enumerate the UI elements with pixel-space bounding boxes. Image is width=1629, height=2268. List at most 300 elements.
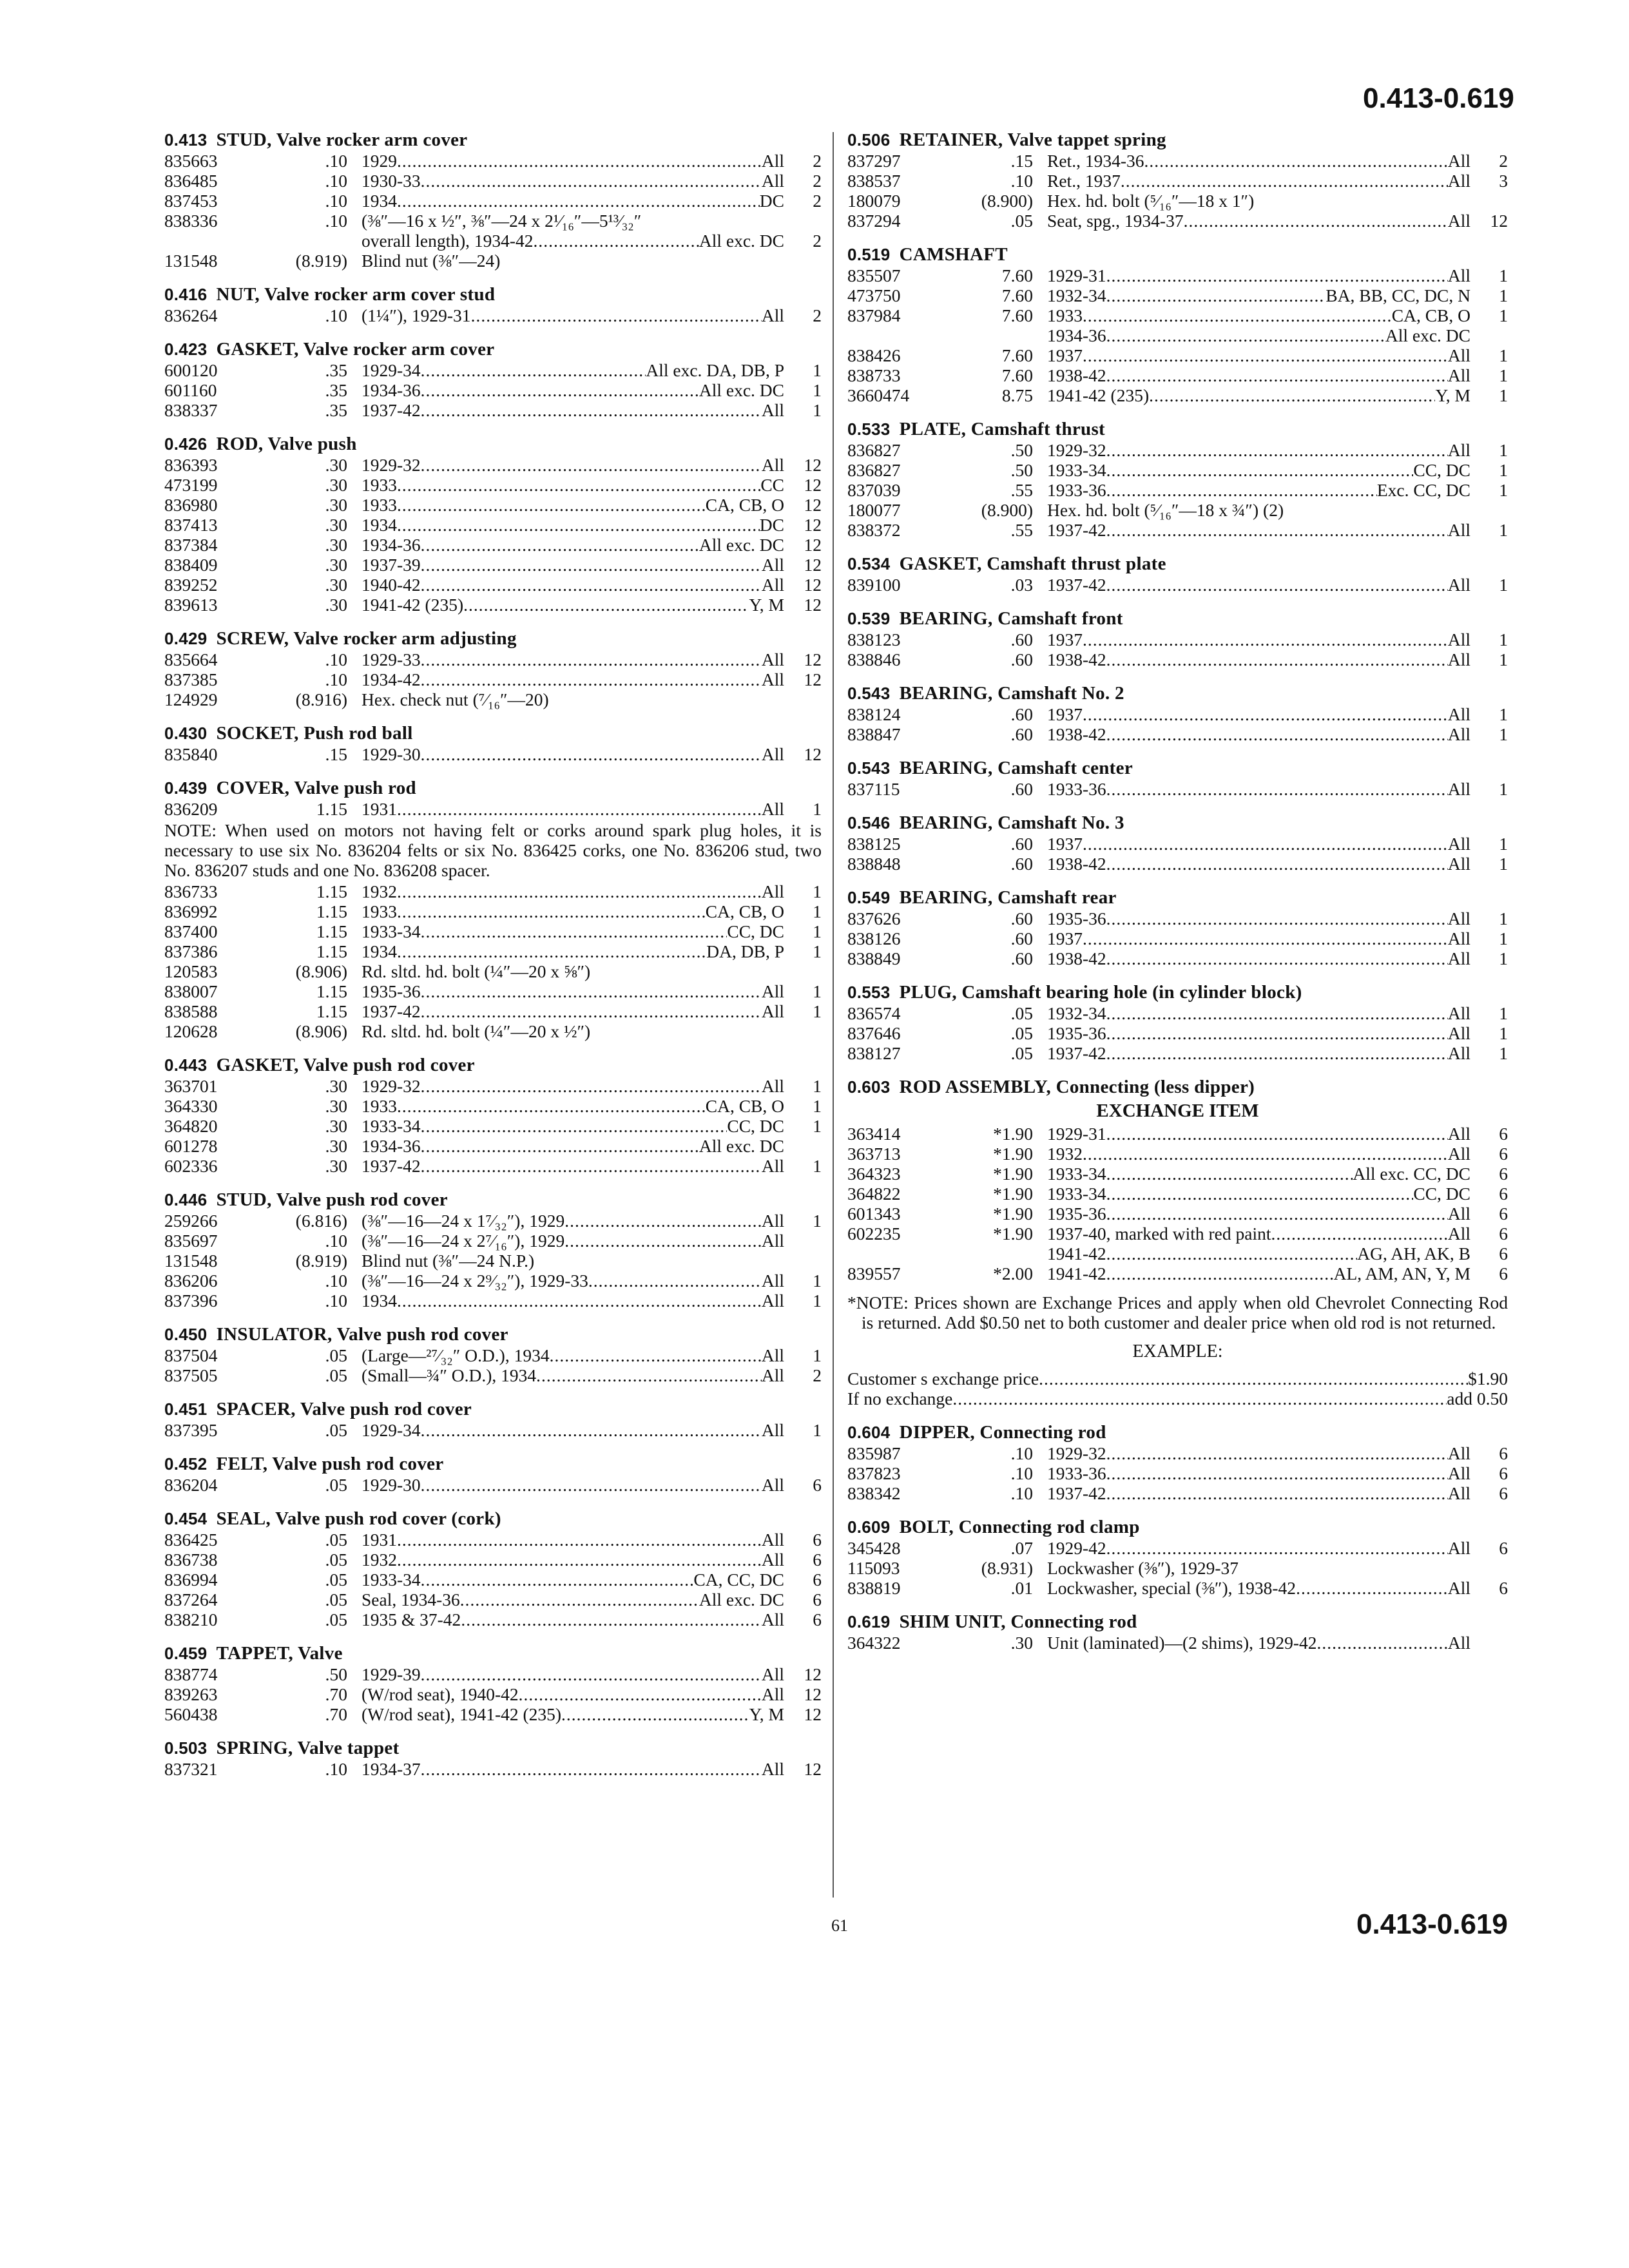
- part-price: .60: [1010, 928, 1033, 948]
- section-name: TAPPET, Valve: [216, 1643, 343, 1664]
- part-price: .10: [325, 1291, 347, 1311]
- dot-leader: [1106, 649, 1448, 669]
- model-applicability: All: [761, 1211, 784, 1231]
- part-price: .30: [325, 455, 347, 475]
- dot-leader: [1106, 1244, 1358, 1264]
- dot-leader: [460, 1590, 699, 1610]
- part-description: [1047, 151, 1470, 171]
- section-number: 0.539: [847, 609, 891, 628]
- dot-leader: [397, 191, 760, 211]
- quantity: 6: [1499, 1124, 1508, 1144]
- dot-leader: [421, 744, 762, 764]
- part-number: 838123: [847, 629, 901, 649]
- part-number: 364822: [847, 1184, 901, 1204]
- part-description: [1047, 480, 1470, 500]
- part-price: .05: [325, 1570, 347, 1590]
- dot-leader: [421, 1759, 762, 1779]
- part-row: [164, 575, 822, 595]
- section-title: [164, 338, 822, 360]
- part-row: [847, 1043, 1508, 1063]
- section-number: 0.423: [164, 340, 207, 359]
- description-text: 1929-32: [361, 1076, 421, 1096]
- part-number: 835663: [164, 151, 218, 171]
- section-title: [847, 1611, 1508, 1633]
- quantity: [1470, 191, 1508, 211]
- part-row: [164, 1291, 822, 1311]
- part-description: [1047, 500, 1470, 520]
- section-number: 0.459: [164, 1644, 207, 1663]
- part-price: (8.906): [295, 1021, 347, 1041]
- model-applicability: All: [761, 1664, 784, 1684]
- part-row: [164, 1156, 822, 1176]
- quantity: 1: [1499, 480, 1508, 500]
- section-number: 0.609: [847, 1517, 891, 1537]
- part-price: .60: [1010, 704, 1033, 724]
- part-number: 836425: [164, 1530, 218, 1550]
- part-number: 837413: [164, 515, 218, 535]
- section-title: [164, 1189, 822, 1211]
- part-section: [164, 777, 822, 1041]
- description-text: (1¼″), 1929-31: [361, 305, 471, 325]
- quantity: [784, 689, 822, 709]
- quantity: 12: [804, 575, 822, 595]
- part-number: 838848: [847, 854, 901, 874]
- dot-leader: [1106, 908, 1448, 928]
- quantity: 1: [813, 1345, 822, 1365]
- section-name: GASKET, Valve push rod cover: [216, 1055, 475, 1075]
- model-applicability: All: [1447, 1043, 1470, 1063]
- model-applicability: All: [761, 1156, 784, 1176]
- quantity: 6: [1499, 1164, 1508, 1184]
- part-row: [847, 385, 1508, 405]
- quantity: 3: [1499, 171, 1508, 191]
- part-description: [361, 799, 784, 819]
- dot-leader: [421, 555, 762, 575]
- part-number: 560438: [164, 1704, 218, 1724]
- part-price: (8.916): [295, 689, 347, 709]
- part-description: [361, 941, 784, 961]
- part-row: [847, 649, 1508, 669]
- part-description: [1047, 1558, 1470, 1578]
- description-text: Seat, spg., 1934-37: [1047, 211, 1184, 231]
- section-name: NUT, Valve rocker arm cover stud: [216, 284, 496, 305]
- dot-leader: [421, 1664, 762, 1684]
- model-applicability: All: [761, 1291, 784, 1311]
- part-description: [361, 151, 784, 171]
- model-applicability: CA, CB, O: [705, 495, 784, 515]
- part-description: [361, 1001, 784, 1021]
- model-applicability: All: [1447, 649, 1470, 669]
- model-applicability: Y, M: [749, 1704, 784, 1724]
- part-number: 838409: [164, 555, 218, 575]
- part-row: [847, 928, 1508, 948]
- section-number: 0.439: [164, 778, 207, 798]
- part-number: 837264: [164, 1590, 218, 1610]
- part-section: [847, 1421, 1508, 1503]
- part-price: .03: [1010, 575, 1033, 595]
- part-price: .10: [1010, 1483, 1033, 1503]
- description-text: 1933-34: [1047, 1184, 1106, 1204]
- description-text: 1934: [361, 515, 397, 535]
- part-number: 838846: [847, 649, 901, 669]
- part-description: [1047, 285, 1470, 305]
- example-value: add 0.50: [1447, 1389, 1508, 1408]
- quantity: 1: [813, 1211, 822, 1231]
- description-text: 1932: [361, 881, 397, 901]
- part-price: 7.60: [1001, 365, 1033, 385]
- quantity: 1: [813, 1271, 822, 1291]
- section-name: GASKET, Camshaft thrust plate: [899, 553, 1166, 574]
- section-name: BEARING, Camshaft rear: [899, 887, 1117, 908]
- part-description: [361, 1211, 784, 1231]
- dot-leader: [397, 941, 706, 961]
- part-description: [361, 455, 784, 475]
- model-applicability: CC, DC: [727, 1116, 784, 1136]
- part-price: *1.90: [993, 1184, 1033, 1204]
- part-section: [164, 129, 822, 271]
- part-price: 1.15: [316, 799, 347, 819]
- dot-leader: [1106, 1538, 1448, 1558]
- quantity: 1: [1499, 629, 1508, 649]
- section-title: [847, 244, 1508, 265]
- part-price: .10: [1010, 1463, 1033, 1483]
- description-text: 1937-42: [361, 1156, 421, 1176]
- quantity: 1: [813, 941, 822, 961]
- part-price: .30: [325, 495, 347, 515]
- dot-leader: [397, 475, 760, 495]
- part-row: [847, 1578, 1508, 1598]
- dot-leader: [1106, 1043, 1448, 1063]
- part-description: [361, 191, 784, 211]
- part-number: 837453: [164, 191, 218, 211]
- section-title: [847, 418, 1508, 440]
- part-description: [1047, 460, 1470, 480]
- section-number: 0.506: [847, 130, 891, 149]
- model-applicability: All: [761, 1684, 784, 1704]
- part-number: 836574: [847, 1003, 901, 1023]
- description-text: 1933: [361, 495, 397, 515]
- part-price: .10: [325, 151, 347, 171]
- description-text: 1929-31: [1047, 1124, 1106, 1144]
- part-number: [164, 231, 273, 251]
- part-section: [164, 1398, 822, 1440]
- part-price: (6.816): [295, 1211, 347, 1231]
- part-description: [361, 1231, 784, 1251]
- part-description: [1047, 854, 1470, 874]
- part-description: [361, 881, 784, 901]
- part-row: [164, 921, 822, 941]
- quantity: 12: [804, 744, 822, 764]
- part-price: .15: [1010, 151, 1033, 171]
- part-number: 837823: [847, 1463, 901, 1483]
- description-text: 1938-42: [1047, 948, 1106, 968]
- part-row: [164, 211, 822, 231]
- description-text: 1935 & 37-42: [361, 1610, 461, 1629]
- description-text: 1933: [361, 475, 397, 495]
- part-price: .50: [325, 1664, 347, 1684]
- model-applicability: All: [1447, 171, 1470, 191]
- description-text: 1937-40, marked with red paint: [1047, 1224, 1271, 1244]
- quantity: 1: [1499, 854, 1508, 874]
- part-price: .10: [325, 305, 347, 325]
- section-title: [164, 1054, 822, 1076]
- part-number: 363713: [847, 1144, 901, 1164]
- part-price: .10: [1010, 1443, 1033, 1463]
- part-row: [164, 1664, 822, 1684]
- note-text: *NOTE: Prices shown are Exchange Prices and apply when old Chevrolet Connecting Rod is returned. Add $0.50 net to both customer and dealer price when old rod is not returned.: [847, 1293, 1508, 1332]
- part-row: [847, 629, 1508, 649]
- description-text: 1937: [1047, 345, 1083, 365]
- part-description: [361, 360, 784, 380]
- part-price: 1.15: [316, 921, 347, 941]
- quantity: 2: [1499, 151, 1508, 171]
- part-price: .50: [1010, 460, 1033, 480]
- part-number: 838126: [847, 928, 901, 948]
- part-number: 838537: [847, 171, 901, 191]
- description-text: 1937-42: [1047, 1483, 1106, 1503]
- part-number: 364322: [847, 1633, 901, 1653]
- model-applicability: All: [1447, 440, 1470, 460]
- part-price: .30: [325, 1096, 347, 1116]
- section-name: GASKET, Valve rocker arm cover: [216, 339, 495, 360]
- quantity: 2: [813, 191, 822, 211]
- quantity: 12: [804, 669, 822, 689]
- dot-leader: [471, 305, 762, 325]
- description-text: 1935-36: [1047, 908, 1106, 928]
- part-number: 838125: [847, 834, 901, 854]
- part-row: [164, 595, 822, 615]
- quantity: 1: [1499, 834, 1508, 854]
- part-row: [847, 1538, 1508, 1558]
- part-row: [164, 495, 822, 515]
- model-applicability: All: [1447, 724, 1470, 744]
- part-number: 837297: [847, 151, 901, 171]
- part-price: 1.15: [316, 1001, 347, 1021]
- part-price: .10: [325, 1759, 347, 1779]
- part-row: [847, 265, 1508, 285]
- quantity: 2: [813, 305, 822, 325]
- section-number: 0.429: [164, 629, 207, 648]
- section-number: 0.503: [164, 1738, 207, 1758]
- dot-leader: [421, 1570, 694, 1590]
- description-text: Hex. check nut (⁷⁄₁₆″—20): [361, 689, 549, 709]
- dot-leader: [421, 360, 646, 380]
- quantity: 1: [813, 1001, 822, 1021]
- part-row: [847, 305, 1508, 325]
- part-price: [273, 231, 361, 251]
- dot-leader: [1083, 629, 1448, 649]
- part-section: [164, 1453, 822, 1495]
- model-applicability: CC, DC: [1413, 1184, 1470, 1204]
- part-price: .10: [325, 649, 347, 669]
- part-row: [847, 704, 1508, 724]
- dot-leader: [421, 171, 762, 191]
- section-title: [847, 1421, 1508, 1443]
- part-number: 363701: [164, 1076, 218, 1096]
- section-name: STUD, Valve rocker arm cover: [216, 130, 468, 150]
- dot-leader: [588, 1271, 762, 1291]
- description-text: 1934: [361, 1291, 397, 1311]
- model-applicability: All: [1447, 1443, 1470, 1463]
- part-section: [847, 887, 1508, 968]
- section-number: 0.413: [164, 130, 207, 149]
- description-text: (⅜″—16 x ½″, ⅜″—24 x 2¹⁄₁₆″—5¹³⁄₃₂″: [361, 211, 642, 231]
- part-description: [1047, 779, 1470, 799]
- model-applicability: All: [761, 1345, 784, 1365]
- part-section: [164, 1323, 822, 1385]
- right-column: [847, 129, 1508, 1666]
- section-name: RETAINER, Valve tappet spring: [899, 130, 1166, 150]
- dot-leader: [421, 535, 699, 555]
- description-text: 1929-32: [361, 455, 421, 475]
- description-text: 1929-30: [361, 744, 421, 764]
- dot-leader: [397, 1530, 762, 1550]
- section-name: DIPPER, Connecting rod: [899, 1422, 1106, 1443]
- section-number: 0.452: [164, 1454, 207, 1474]
- part-row: [847, 1204, 1508, 1224]
- part-description: [361, 1116, 784, 1136]
- part-description: [361, 400, 784, 420]
- quantity: 1: [1499, 704, 1508, 724]
- dot-leader: [1184, 211, 1448, 231]
- dot-leader: [1106, 948, 1448, 968]
- part-row: [164, 1590, 822, 1610]
- part-price: .30: [325, 1076, 347, 1096]
- description-text: 1932: [1047, 1144, 1083, 1164]
- section-title: [164, 1323, 822, 1345]
- part-price: .10: [325, 211, 347, 231]
- part-section: [164, 338, 822, 420]
- part-number: 838342: [847, 1483, 901, 1503]
- section-title: [847, 1516, 1508, 1538]
- quantity: 1: [813, 380, 822, 400]
- dot-leader: [421, 649, 762, 669]
- part-row: [164, 360, 822, 380]
- part-number: 838210: [164, 1610, 218, 1629]
- example-label: If no exchange: [847, 1389, 953, 1408]
- part-description: [1047, 1244, 1470, 1264]
- part-price: [962, 325, 1047, 345]
- part-description: [1047, 520, 1470, 540]
- part-description: [361, 535, 784, 555]
- quantity: 6: [1499, 1483, 1508, 1503]
- section-name: BEARING, Camshaft No. 2: [899, 683, 1124, 704]
- part-number: 837505: [164, 1365, 218, 1385]
- quantity: 1: [813, 981, 822, 1001]
- dot-leader: [397, 1096, 706, 1116]
- part-price: .05: [325, 1345, 347, 1365]
- quantity: 1: [1499, 1023, 1508, 1043]
- part-row: [164, 1116, 822, 1136]
- description-text: 1929-42: [1047, 1538, 1106, 1558]
- part-price: 1.15: [316, 881, 347, 901]
- quantity: 6: [1499, 1244, 1508, 1264]
- part-price: 8.75: [1001, 385, 1033, 405]
- model-applicability: All exc. DC: [699, 535, 784, 555]
- model-applicability: All: [1447, 629, 1470, 649]
- model-applicability: All: [1447, 575, 1470, 595]
- model-applicability: CC, DC: [727, 921, 784, 941]
- section-name: CAMSHAFT: [899, 244, 1008, 265]
- quantity: 12: [804, 455, 822, 475]
- dot-leader: [1106, 480, 1377, 500]
- part-row: [164, 961, 822, 981]
- page-range-header-top: 0.413-0.619: [1363, 82, 1514, 114]
- quantity: 1: [1499, 365, 1508, 385]
- description-text: 1929-34: [361, 1420, 421, 1440]
- section-title: [164, 1642, 822, 1664]
- model-applicability: All exc. DC: [699, 1136, 784, 1156]
- part-price: .60: [1010, 629, 1033, 649]
- description-text: 1938-42: [1047, 724, 1106, 744]
- part-row: [164, 1021, 822, 1041]
- part-description: [1047, 948, 1470, 968]
- part-price: .70: [325, 1684, 347, 1704]
- part-price: .01: [1010, 1578, 1033, 1598]
- dot-leader: [421, 981, 762, 1001]
- description-text: (⅜″—16—24 x 1⁷⁄₃₂″), 1929: [361, 1211, 565, 1231]
- quantity: 1: [1499, 345, 1508, 365]
- part-description: [361, 1251, 784, 1271]
- dot-leader: [1106, 325, 1385, 345]
- description-text: Ret., 1934-36: [1047, 151, 1144, 171]
- part-section: [847, 1516, 1508, 1598]
- quantity: 6: [1499, 1264, 1508, 1283]
- model-applicability: All: [1447, 1144, 1470, 1164]
- section-name: BOLT, Connecting rod clamp: [899, 1517, 1140, 1537]
- description-text: 1937-42: [1047, 1043, 1106, 1063]
- part-number: 837395: [164, 1420, 218, 1440]
- description-text: Rd. sltd. hd. bolt (¼″—20 x ½″): [361, 1021, 591, 1041]
- section-name: SPACER, Valve push rod cover: [216, 1399, 472, 1419]
- part-row: [164, 1475, 822, 1495]
- quantity: 6: [813, 1610, 822, 1629]
- part-number: 835840: [164, 744, 218, 764]
- description-text: (W/rod seat), 1941-42 (235): [361, 1704, 562, 1724]
- model-applicability: All: [761, 400, 784, 420]
- part-number: 837321: [164, 1759, 218, 1779]
- part-section: [164, 1737, 822, 1779]
- part-price: .30: [325, 475, 347, 495]
- part-section: [847, 608, 1508, 669]
- part-number: 131548: [164, 251, 218, 271]
- part-description: [361, 495, 784, 515]
- model-applicability: AL, AM, AN, Y, M: [1333, 1264, 1470, 1283]
- part-price: .05: [1010, 1023, 1033, 1043]
- part-row: [164, 1570, 822, 1590]
- model-applicability: CA, CB, O: [705, 901, 784, 921]
- part-number: 601343: [847, 1204, 901, 1224]
- description-text: 1929-39: [361, 1664, 421, 1684]
- section-title: [164, 1508, 822, 1530]
- part-price: .30: [325, 1136, 347, 1156]
- part-price: .35: [325, 360, 347, 380]
- model-applicability: All: [761, 455, 784, 475]
- dot-leader: [421, 921, 728, 941]
- model-applicability: All: [1447, 834, 1470, 854]
- part-row: [847, 285, 1508, 305]
- quantity: 1: [813, 1116, 822, 1136]
- description-text: 1931: [361, 1530, 397, 1550]
- part-description: [361, 921, 784, 941]
- description-text: 1933-36: [1047, 480, 1106, 500]
- part-description: [1047, 385, 1470, 405]
- part-price: .10: [1010, 171, 1033, 191]
- quantity: 1: [813, 921, 822, 941]
- model-applicability: All: [761, 1759, 784, 1779]
- dot-leader: [397, 151, 762, 171]
- model-applicability: All: [761, 1001, 784, 1021]
